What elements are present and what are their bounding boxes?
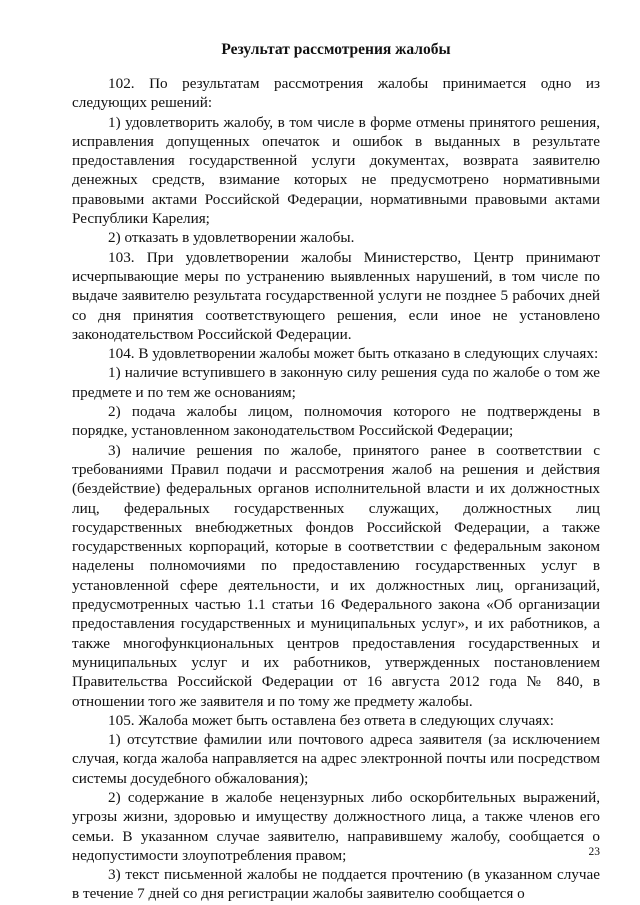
document-page bbox=[72, 40, 600, 904]
document-body bbox=[72, 74, 600, 904]
paragraph-105-item-2: 2) содержание в жалобе нецензурных либо оскорбительных выражений, угрозы жизни, здоровью и имуществу должностного лица, а также членов его семьи. В указанном случае заявителю, направившему жалобу, сообщается о недопустимости злоупотребления правом; bbox=[72, 788, 600, 864]
section-title: Результат рассмотрения жалобы bbox=[221, 41, 451, 58]
paragraph-104-item-2: 2) подача жалобы лицом, полномочия которого не подтверждены в порядке, установленном законодательством Российской Федерации; bbox=[72, 403, 600, 440]
paragraph-102-item-1: 1) удовлетворить жалобу, в том числе в форме отмены принятого решения, исправления допущенных опечаток и ошибок в выданных в результате предоставления государственной услуги документах, возврата заявителю денежных средств, взимание которых не предусмотрено нормативными правовыми актами Российской Федерации, нормативными правовыми актами Республики Карелия; bbox=[72, 113, 600, 228]
paragraph-102-item-2: 2) отказать в удовлетворении жалобы. bbox=[108, 229, 355, 247]
paragraph-105-item-1: 1) отсутствие фамилии или почтового адреса заявителя (за исключением случая, когда жалоба направляется на адрес электронной почты или посредством системы досудебного обжалования); bbox=[72, 731, 600, 787]
page-number: 23 bbox=[588, 846, 600, 858]
paragraph-102: 102. По результатам рассмотрения жалобы принимается одно из следующих решений: bbox=[72, 75, 600, 112]
paragraph-104-item-1: 1) наличие вступившего в законную силу решения суда по жалобе о том же предмете и по тем же основаниям; bbox=[72, 364, 600, 401]
paragraph-105-item-3: 3) текст письменной жалобы не поддается прочтению (в указанном случае в течение 7 дней со дня регистрации жалобы заявителю сообщается о bbox=[72, 866, 600, 903]
paragraph-105: 105. Жалоба может быть оставлена без ответа в следующих случаях: bbox=[108, 711, 554, 729]
paragraph-104: 104. В удовлетворении жалобы может быть отказано в следующих случаях: bbox=[108, 345, 599, 363]
paragraph-103: 103. При удовлетворении жалобы Министерство, Центр принимают исчерпывающие меры по устранению выявленных нарушений, в том числе по выдаче заявителю результата государственной услуги не позднее 5 рабочих дней со дня принятия соответствующего решения, если иное не установлено законодательством Российской Федерации. bbox=[72, 248, 600, 343]
paragraph-104-item-3: 3) наличие решения по жалобе, принятого ранее в соответствии с требованиями Правил подачи и рассмотрения жалоб на решения и действия (бездействие) федеральных органов исполнительной власти и их должностных лиц, федеральных государственных служащих, должностных лиц государственных внебюджетных фондов Российской Федерации, а также государственных корпораций, которые в соответствии с федеральным законом наделены полномочиями по предоставлению государственных услуг в установленной сфере деятельности, и их должностных лиц, организаций, предусмотренных частью 1.1 статьи 16 Федерального закона «Об организации предоставления государственных и муниципальных услуг», и их работников, а также многофункциональных центров предоставления государственных и муниципальных услуг и их работников, утвержденных постановлением Правительства Российской Федерации от 16 августа 2012 года № 840, в отношении того же заявителя и по тому же предмету жалобы. bbox=[72, 441, 600, 710]
